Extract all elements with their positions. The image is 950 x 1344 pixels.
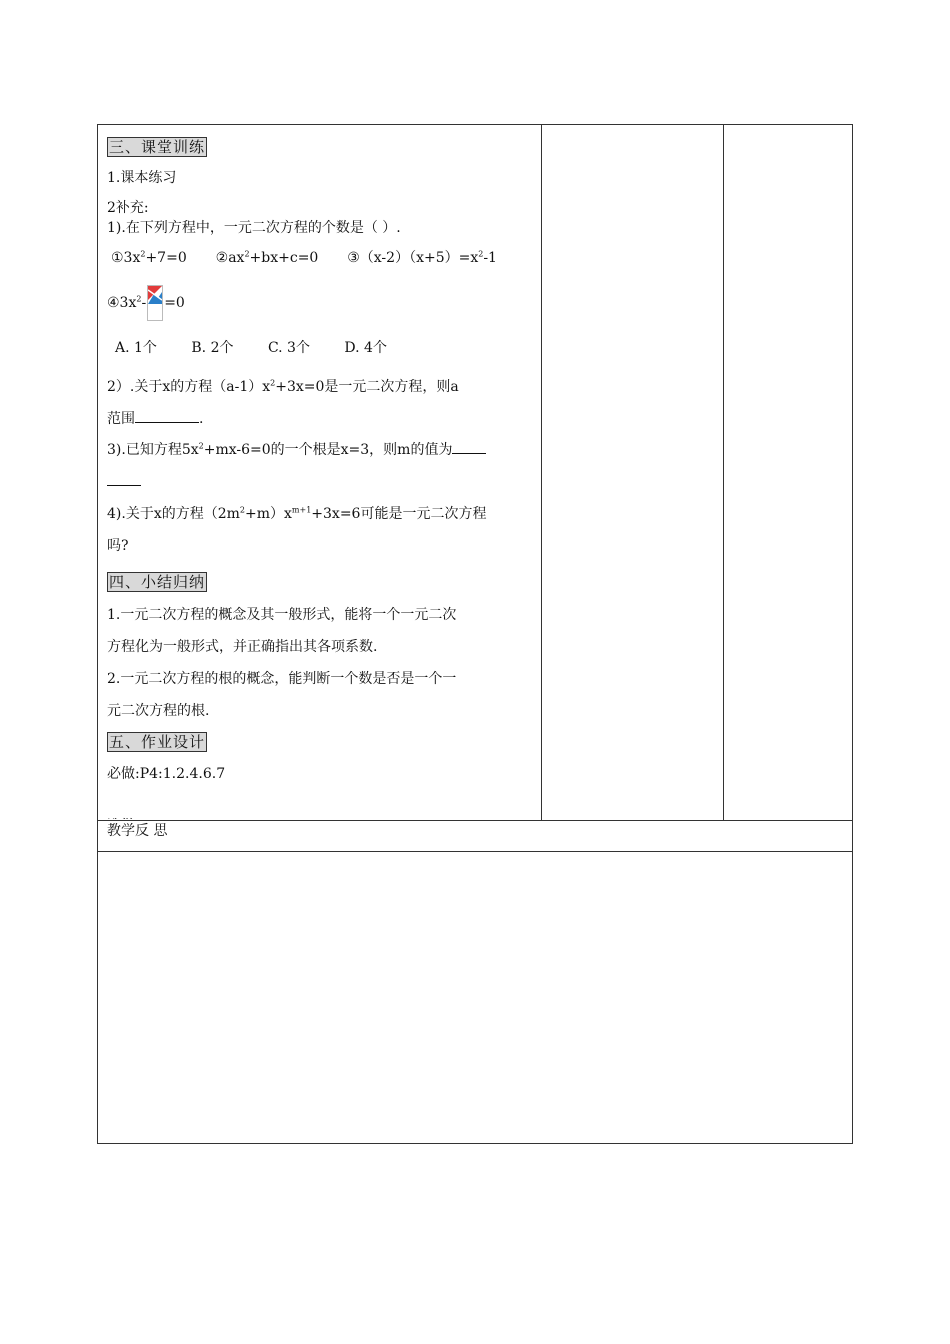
section-heading-training: 三、课堂训练: [109, 138, 206, 156]
column-divider-1: [541, 125, 542, 820]
column-divider-2: [723, 125, 724, 820]
option-a: A. 1个: [115, 340, 157, 356]
option-c: C. 3个: [267, 340, 310, 356]
summary-line-2: 方程化为一般形式，并正确指出其各项系数.: [107, 639, 378, 655]
question-3-continued: [107, 472, 141, 492]
optional-homework: [107, 816, 212, 819]
summary-line-4: 元二次方程的根.: [107, 703, 210, 719]
summary-line-3: 2.一元二次方程的根的概念，能判断一个数是否是一个一: [107, 671, 457, 687]
question-4: 4).关于x的方程$(2m^2+m)x^{m+1}+3x=6$可能是一元二次方程: [107, 505, 487, 522]
row-divider-2: [98, 851, 852, 852]
question-3: 3).已知方程$5x^2+mx-6=0$的一个根是x=3，则m的值为: [107, 440, 486, 460]
question-1-equation-4: $④3x^2-$ =0: [107, 285, 185, 321]
question-1-options: [115, 338, 387, 358]
answer-blank: [452, 441, 486, 454]
question-4-continued: 吗?: [107, 538, 129, 554]
teaching-reflection-label: 教学反 思: [107, 823, 168, 839]
section-heading-homework: 五、作业设计: [109, 733, 206, 751]
question-2: 2）.关于x的方程$(a-1)x^2+3x=0$是一元二次方程，则a: [107, 378, 459, 395]
option-b: B. 2个: [191, 340, 234, 356]
row-divider-1: [98, 820, 852, 821]
broken-image-icon: [147, 285, 163, 321]
supplement-label: 2补充:: [107, 200, 149, 216]
textbook-exercise: 1.课本练习: [107, 170, 177, 186]
required-homework: 必做:P4:1.2.4.6.7: [107, 766, 226, 782]
option-d: D. 4个: [344, 340, 387, 356]
question-1-stem: 1).在下列方程中，一元二次方程的个数是（ ）.: [107, 220, 401, 236]
summary-line-1: 1.一元二次方程的概念及其一般形式，能将一个一元二次: [107, 607, 457, 623]
lesson-plan-table: [97, 124, 853, 1144]
section-heading-summary: 四、小结归纳: [109, 573, 206, 591]
answer-blank: [135, 410, 199, 423]
lesson-content-cell: [107, 137, 532, 819]
question-2-continued: 范围 .: [107, 411, 204, 427]
answer-blank: [107, 473, 141, 486]
question-1-equations: $①3x^2+7=0$ $②ax^2+bx+c=0$ $③(x-2)(x+5)=x^2-1$: [111, 249, 497, 266]
